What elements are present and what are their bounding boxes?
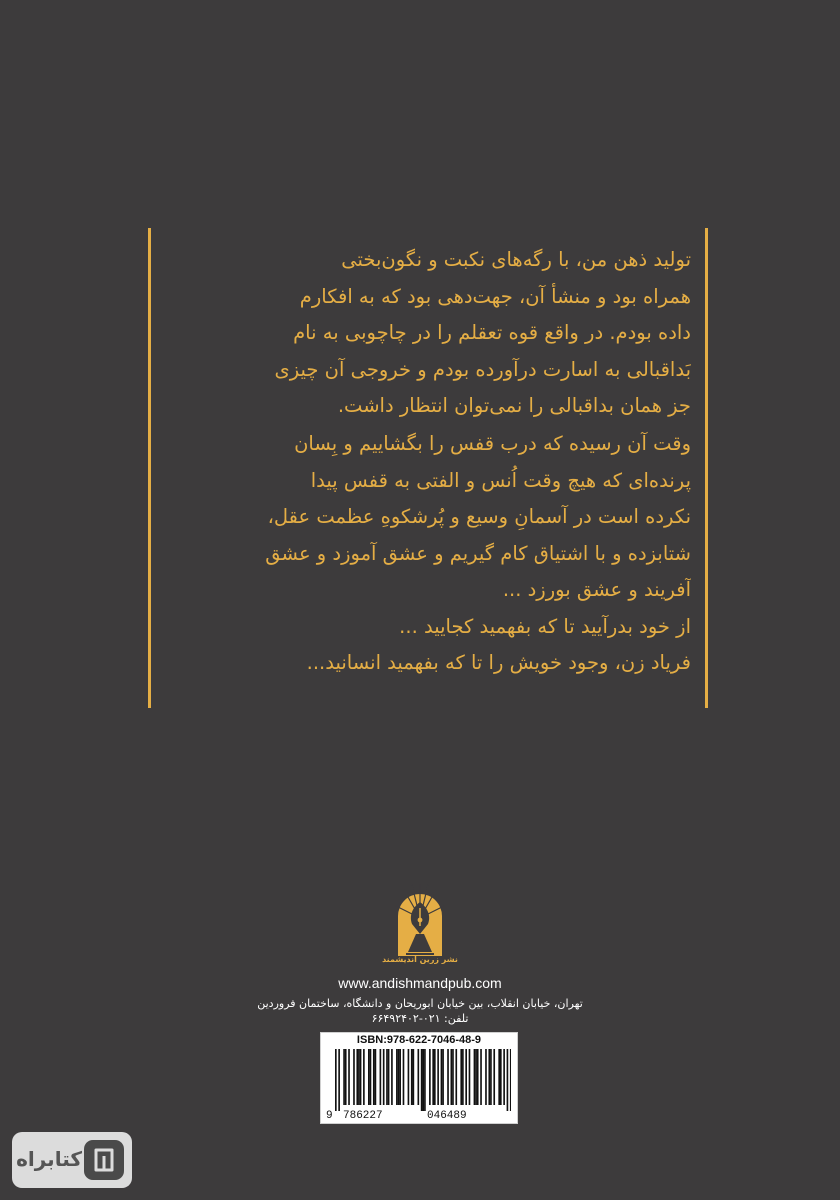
barcode-bar [383, 1049, 385, 1105]
barcode-bar [488, 1049, 490, 1105]
barcode-bar [345, 1049, 347, 1105]
barcode-bar [451, 1049, 453, 1105]
barcode-bar [455, 1049, 457, 1105]
barcode-bar [363, 1049, 365, 1105]
barcode-bar [500, 1049, 502, 1105]
barcode-bar [432, 1049, 434, 1105]
text-line: جز همان بداقبالی را نمی‌توان انتظار داشت. [337, 394, 691, 417]
publisher-website[interactable]: www.andishmandpub.com [338, 975, 502, 991]
barcode-bar [386, 1049, 388, 1105]
barcode-bar [375, 1049, 377, 1105]
paragraph-2 [165, 426, 691, 682]
barcode-bar [452, 1049, 454, 1105]
barcode-bar [442, 1049, 444, 1105]
barcode-bar [343, 1049, 345, 1105]
barcode-digits-right: 046489 [427, 1110, 467, 1122]
barcode-bar [411, 1049, 413, 1105]
barcode-bar [480, 1049, 482, 1105]
text-line: همراه بود و منشأ آن، جهت‌دهی بود که به افکارم [299, 284, 691, 308]
text-line: فریاد زن، وجود خویش را تا که بفهمید انسانید... [306, 651, 691, 674]
paragraph-1 [165, 242, 691, 425]
barcode-bar [373, 1049, 375, 1105]
barcode-bar [465, 1049, 467, 1105]
barcode-bar [403, 1049, 405, 1105]
text-line: بَداقبالی به اسارت درآورده بودم و خروجی آن چیزی [274, 357, 691, 381]
barcode-bar [447, 1049, 449, 1105]
barcode-bar [493, 1049, 495, 1105]
barcode-bar [429, 1049, 431, 1105]
barcode-bar [408, 1049, 410, 1105]
barcode-bar [335, 1049, 337, 1111]
barcode-bar [485, 1049, 487, 1105]
barcode-bar [462, 1049, 464, 1105]
text-line: تولید ذهن من، با رگه‌های نکبت و نگون‌بختی [341, 248, 691, 271]
watermark-text: کتابراه [16, 1147, 82, 1171]
barcode-bar [391, 1049, 393, 1105]
watermark-logo-icon [84, 1140, 124, 1180]
barcode-bar [498, 1049, 500, 1105]
barcode-bar [441, 1049, 443, 1105]
barcode-bar [434, 1049, 436, 1105]
publisher-logo-icon [372, 872, 468, 968]
barcode-bar [353, 1049, 355, 1105]
barcode-bar [338, 1049, 340, 1111]
text-line: شتابزده و با اشتیاق کام گیریم و عشق آموزد و عشق [265, 541, 691, 565]
barcode-bar [477, 1049, 479, 1105]
barcode-bar [437, 1049, 439, 1105]
barcode-bar [424, 1049, 426, 1111]
barcode-bar [503, 1049, 505, 1105]
barcode-bar [380, 1049, 382, 1105]
barcode-digits-left: 786227 [343, 1110, 383, 1122]
barcode-digit-first: 9 [326, 1110, 333, 1122]
barcode-bar [507, 1049, 509, 1111]
barcode-bar [475, 1049, 477, 1105]
barcode-bar [421, 1049, 423, 1111]
watermark-badge [12, 1132, 132, 1188]
barcode-bar [360, 1049, 362, 1105]
isbn-label: ISBN:978-622-7046-48-9 [356, 1034, 482, 1046]
barcode-bar [413, 1049, 415, 1105]
barcode-bar [370, 1049, 372, 1105]
barcode-bar [474, 1049, 476, 1105]
barcode-bar [398, 1049, 400, 1105]
barcode-bar [356, 1049, 358, 1105]
text-line: پرنده‌ای که هیچ وقت اُنس و الفتی به قفس پیدا [310, 468, 691, 492]
barcode-bar [368, 1049, 370, 1105]
back-cover-text-frame [148, 228, 708, 708]
text-line: وقت آن رسیده که درب قفس را بگشاییم و بِسان [294, 432, 691, 455]
text-line: آفریند و عشق بورزد ... [502, 578, 691, 601]
publisher-logo-text: نشر زرین اندیشمند [382, 955, 458, 964]
barcode-bar [510, 1049, 511, 1111]
publisher-address: تهران، خیابان انقلاب، بین خیابان ابوریحان و دانشگاه، ساختمان فروردین [257, 997, 583, 1010]
barcode-bar [348, 1049, 350, 1105]
barcode-bar [469, 1049, 471, 1105]
barcode-bar [388, 1049, 390, 1105]
barcode-bar [490, 1049, 492, 1105]
barcode-bar [396, 1049, 398, 1105]
text-line: نکرده است در آسمانِ وسیع و پُرشکوهِ عظمت عقل، [267, 505, 691, 528]
barcode-bar [460, 1049, 462, 1105]
text-line: داده بودم. در واقع قوه تعقلم را در چاچوبی به نام [293, 321, 691, 344]
barcode-bar [399, 1049, 401, 1105]
isbn-barcode [320, 1032, 518, 1124]
barcode-bar [422, 1049, 424, 1111]
text-line: از خود بدرآیید تا که بفهمید کجایید ... [399, 614, 691, 638]
barcode-bar [358, 1049, 360, 1105]
barcode-bar [418, 1049, 420, 1105]
publisher-phone: تلفن: ۰۲۱-۶۶۴۹۲۴۰۲ [371, 1012, 469, 1025]
barcode-bars [335, 1049, 511, 1111]
